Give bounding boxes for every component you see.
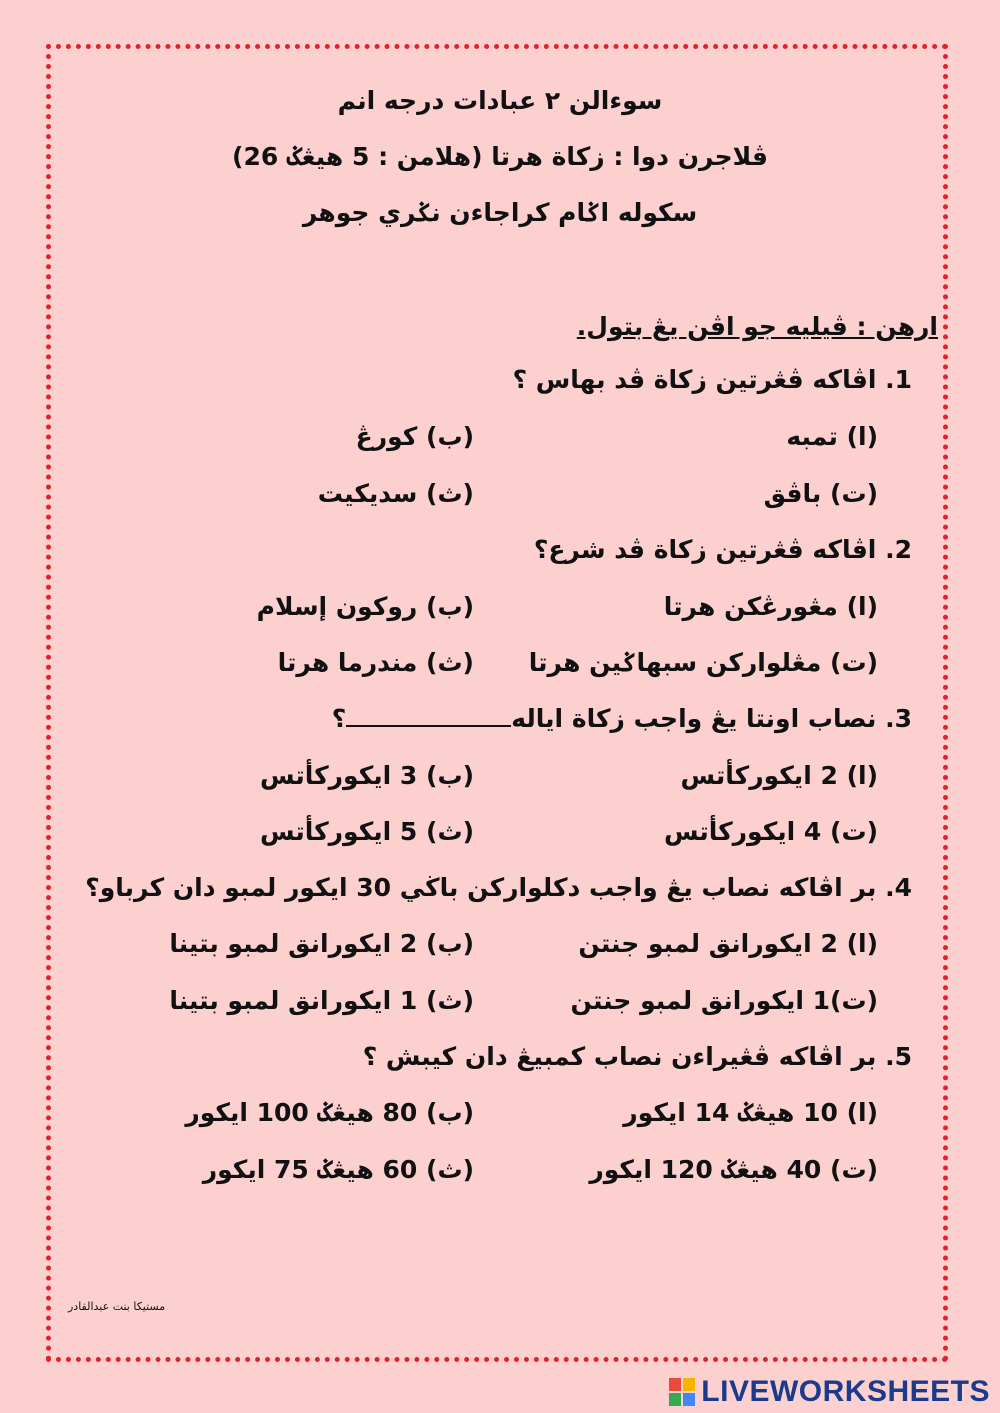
answer-blank	[346, 707, 511, 727]
header-line-2: ڤلاجرن دوا : زكاة هرتا (هلامن : 5 هيڠݢ 26)	[232, 142, 768, 171]
question-1: 1. اڤاكه ڤڠرتين زكاة ڤد بهاس ؟	[512, 365, 912, 394]
q1-option-b[interactable]: (ب) کورڠ	[355, 422, 474, 451]
logo-square-4	[683, 1393, 695, 1406]
header-line-3: سكوله اݢام كراجاءن نݢري جوهر	[302, 198, 698, 227]
q4-option-a[interactable]: (ا) 2 ايكورانق لمبو جنتن	[578, 929, 878, 958]
q5-option-c[interactable]: (ت) 40 هيڠݢ 120 ايكور	[589, 1155, 878, 1184]
q2-option-d[interactable]: (ث) مندرما هرتا	[277, 648, 474, 677]
instruction-text: ارهن : ڤيليه جو اڤن يڠ بتول.	[576, 312, 938, 341]
liveworksheets-brand[interactable]	[669, 1376, 990, 1408]
question-3-text: 3. نصاب اونتا يڠ واجب زكاة اياله	[511, 704, 912, 733]
q1-option-d[interactable]: (ث) سديکيت	[317, 479, 474, 508]
liveworksheets-logo-icon	[669, 1378, 695, 1406]
logo-square-2	[683, 1378, 695, 1391]
q2-option-a[interactable]: (ا) مڠورڠكن هرتا	[663, 592, 878, 621]
q2-option-c[interactable]: (ت) مڠلواركن سبهاݢين هرتا	[528, 648, 878, 677]
q5-option-d[interactable]: (ث) 60 هيڠݢ 75 ايكور	[202, 1155, 474, 1184]
q1-option-c[interactable]: (ت) باڤق	[763, 479, 878, 508]
q4-option-c[interactable]: (ت)1 ايكورانق لمبو جنتن	[570, 986, 878, 1015]
brand-name: LIVEWORKSHEETS	[701, 1375, 990, 1408]
logo-square-3	[669, 1393, 681, 1406]
q4-option-b[interactable]: (ب) 2 ايكورانق لمبو بتينا	[169, 929, 474, 958]
q4-option-d[interactable]: (ث) 1 ايكورانق لمبو بتينا	[169, 986, 474, 1015]
q3-option-a[interactable]: (ا) 2 ايكوركأتس	[680, 761, 878, 790]
q1-option-a[interactable]: (ا) تمبه	[786, 422, 878, 451]
q3-option-d[interactable]: (ث) 5 ايكوركأتس	[259, 817, 474, 846]
question-3-mark: ؟	[331, 704, 347, 733]
question-5: 5. بر اڤاكه ڤڠيراءن نصاب كمبيڠ دان كيبش ؟	[362, 1042, 912, 1071]
logo-square-1	[669, 1378, 681, 1391]
q5-option-b[interactable]: (ب) 80 هيڠݢ 100 ايكور	[185, 1098, 474, 1127]
q3-option-c[interactable]: (ت) 4 ايكوركأتس	[663, 817, 878, 846]
header-line-1: سوءالن ٢ عبادات درجه انم	[337, 86, 663, 115]
question-4: 4. بر اڤاكه نصاب يڠ واجب دكلواركن باڬي 30 ايكور لمبو دان كرباو؟	[85, 873, 912, 902]
author-credit: مستيكا بنت عبدالقادر	[68, 1300, 166, 1313]
question-3	[332, 704, 912, 733]
q5-option-a[interactable]: (ا) 10 هيڠݢ 14 ايكور	[623, 1098, 878, 1127]
q2-option-b[interactable]: (ب) روكون إسلام	[256, 592, 474, 621]
q3-option-b[interactable]: (ب) 3 ايكوركأتس	[259, 761, 474, 790]
question-2: 2. اڤاكه ڤڠرتين زكاة ڤد شرع؟	[533, 535, 912, 564]
